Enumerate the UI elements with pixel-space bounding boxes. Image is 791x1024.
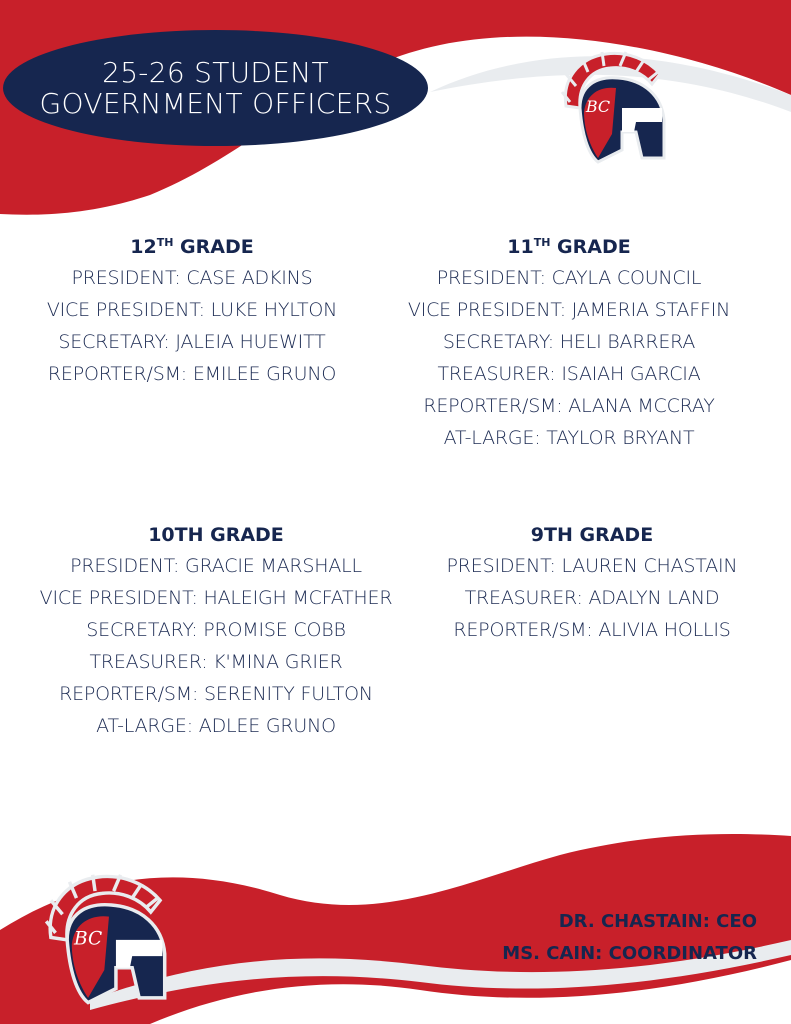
officer-line: PRESIDENT: CAYLA COUNCIL (436, 267, 702, 289)
grade-12-heading: 12TH GRADE (130, 236, 254, 258)
officer-line: REPORTER/SM: ALANA MCCRAY (423, 395, 715, 417)
helmet-monogram: BC (585, 97, 611, 116)
officer-line: REPORTER/SM: ALIVIA HOLLIS (453, 619, 731, 641)
officer-line: VICE PRESIDENT: JAMERIA STAFFIN (407, 299, 731, 321)
grade-11-section (375, 232, 763, 454)
officer-line: TREASURER: K'MINA GRIER (89, 651, 343, 673)
title-banner (3, 30, 428, 146)
officer-line: REPORTER/SM: EMILEE GRUNO (47, 363, 337, 385)
officer-line: REPORTER/SM: SERENITY FULTON (59, 683, 373, 705)
grade-9-section (400, 520, 784, 646)
officer-line: PRESIDENT: CASE ADKINS (71, 267, 313, 289)
title-line-2: GOVERNMENT OFFICERS (39, 87, 392, 120)
officer-line: AT-LARGE: TAYLOR BRYANT (443, 427, 695, 449)
helmet-monogram: BC (73, 928, 103, 950)
officer-line: TREASURER: ISAIAH GARCIA (437, 363, 701, 385)
officer-line: PRESIDENT: LAUREN CHASTAIN (446, 555, 738, 577)
grade-11-heading: 11TH GRADE (507, 236, 631, 258)
helmet-logo-bottom (30, 868, 174, 1014)
grade-10-heading: 10TH GRADE (148, 524, 284, 546)
footer-staff (502, 906, 757, 970)
grade-12-section (0, 232, 384, 390)
officer-line: VICE PRESIDENT: HALEIGH MCFATHER (39, 587, 393, 609)
officer-line: SECRETARY: JALEIA HUEWITT (58, 331, 326, 353)
officer-line: PRESIDENT: GRACIE MARSHALL (70, 555, 362, 577)
officer-line: VICE PRESIDENT: LUKE HYLTON (46, 299, 338, 321)
grade-10-section (0, 520, 432, 742)
officer-line: SECRETARY: PROMISE COBB (86, 619, 346, 641)
officer-line: TREASURER: ADALYN LAND (464, 587, 720, 609)
ceo-line: DR. CHASTAIN: CEO (558, 911, 757, 932)
officer-line: AT-LARGE: ADLEE GRUNO (96, 715, 336, 737)
grade-9-heading: 9TH GRADE (530, 524, 654, 546)
title-line-1: 25-26 STUDENT (102, 56, 329, 89)
coordinator-line: MS. CAIN: COORDINATOR (502, 943, 757, 964)
officer-line: SECRETARY: HELI BARRERA (442, 331, 696, 353)
helmet-logo-top (548, 50, 672, 168)
